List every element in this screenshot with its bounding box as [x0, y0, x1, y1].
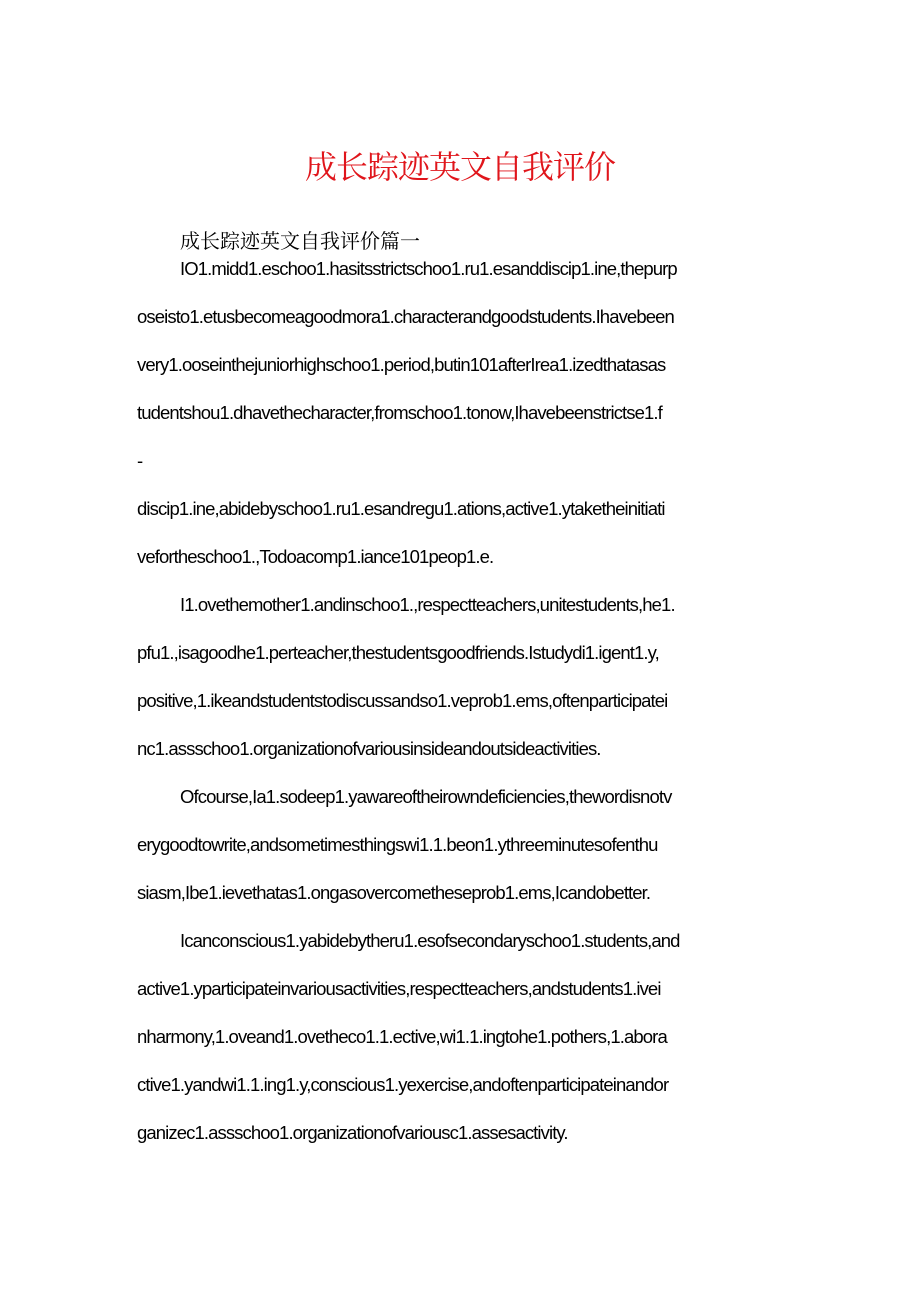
document-title: 成长踪迹英文自我评价 — [304, 148, 615, 186]
body-line: positive,1.ikeandstudentstodiscussandso1.veprob1.ems,oftenparticipatei — [137, 690, 668, 711]
body-line: pfu1.,isagoodhe1.perteacher,thestudentsgoodfriends.Istudydi1.igent1.y, — [137, 642, 659, 663]
body-line: nc1.assschoo1.organizationofvariousinsideandoutsideactivities. — [137, 738, 601, 759]
body-line: siasm,Ibe1.ievethatas1.ongasovercometheseprob1.ems,Icandobetter. — [137, 882, 651, 903]
body-line: very1.ooseinthejuniorhighschoo1.period,butin101afterIrea1.izedthatasas — [137, 354, 666, 375]
body-line: ctive1.yandwi1.1.ing1.y,conscious1.yexercise,andoftenparticipateinandor — [137, 1074, 669, 1095]
body-line: oseisto1.etusbecomeagoodmora1.characterandgoodstudents.Ihavebeen — [137, 306, 674, 327]
body-line: IO1.midd1.eschoo1.hasitsstrictschoo1.ru1.esanddiscip1.ine,thepurp — [180, 258, 677, 279]
body-line: nharmony,1.oveand1.ovetheco1.1.ective,wi1.1.ingtohe1.pothers,1.abora — [137, 1026, 667, 1047]
body-line: erygoodtowrite,andsometimesthingswi1.1.beon1.ythreeminutesofenthu — [137, 834, 658, 855]
body-line: vefortheschoo1.,Todoacomp1.iance101peop1.e. — [137, 546, 494, 567]
body-line: Icanconscious1.yabidebytheru1.esofsecondaryschoo1.students,and — [180, 930, 680, 951]
body-line: discip1.ine,abidebyschoo1.ru1.esandregu1.ations,active1.ytaketheinitiati — [137, 498, 665, 519]
section-heading: 成长踪迹英文自我评价篇一 — [180, 229, 420, 253]
body-line: I1.ovethemother1.andinschoo1.,respectteachers,unitestudents,he1. — [180, 594, 675, 615]
body-line: Ofcourse,Ia1.sodeep1.yawareoftheirowndeficiencies,thewordisnotv — [180, 786, 672, 807]
body-line: tudentshou1.dhavethecharacter,fromschoo1.tonow,Ihavebeenstrictse1.f — [137, 402, 662, 423]
body-line: active1.yparticipateinvariousactivities,respectteachers,andstudents1.ivei — [137, 978, 661, 999]
body-line: - — [137, 450, 143, 471]
body-line: ganizec1.assschoo1.organizationofvariousc1.assesactivity. — [137, 1122, 568, 1143]
